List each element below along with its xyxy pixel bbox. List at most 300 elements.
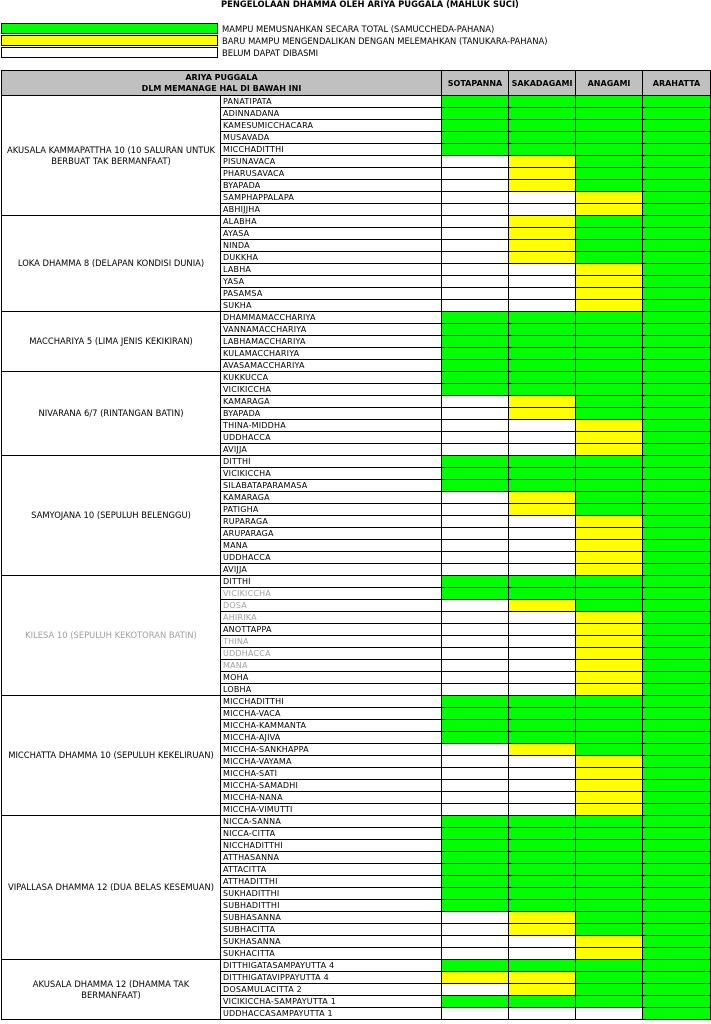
status-cell-sotapanna <box>442 768 509 780</box>
item-label: MANA <box>221 540 442 552</box>
status-cell-sakadagami <box>509 432 576 444</box>
status-cell-sotapanna <box>442 384 509 396</box>
item-label: SUBHADITTHI <box>221 900 442 912</box>
status-cell-sotapanna <box>442 696 509 708</box>
status-cell-anagami <box>576 456 643 468</box>
status-cell-sakadagami <box>509 552 576 564</box>
status-cell-sakadagami <box>509 648 576 660</box>
status-cell-anagami <box>576 648 643 660</box>
table-row <box>2 960 711 972</box>
item-label: ATTHADITTHI <box>221 876 442 888</box>
status-cell-sotapanna <box>442 516 509 528</box>
status-cell-anagami <box>576 492 643 504</box>
status-cell-anagami <box>576 312 643 324</box>
status-cell-sotapanna <box>442 120 509 132</box>
status-cell-sotapanna <box>442 108 509 120</box>
status-cell-sotapanna <box>442 612 509 624</box>
status-cell-sakadagami <box>509 492 576 504</box>
status-cell-anagami <box>576 204 643 216</box>
status-cell-sotapanna <box>442 708 509 720</box>
status-cell-anagami <box>576 156 643 168</box>
header-line-2: DLM MEMANAGE HAL DI BAWAH INI <box>141 84 302 93</box>
status-cell-sotapanna <box>442 204 509 216</box>
item-label: ALABHA <box>221 216 442 228</box>
item-label: LOBHA <box>221 684 442 696</box>
header-sakadagami: SAKADAGAMI <box>509 71 576 96</box>
item-label: MANA <box>221 660 442 672</box>
item-label: NINDA <box>221 240 442 252</box>
status-cell-arahatta <box>643 312 711 324</box>
item-label: PISUNAVACA <box>221 156 442 168</box>
status-cell-sakadagami <box>509 204 576 216</box>
status-cell-anagami <box>576 360 643 372</box>
status-cell-anagami <box>576 852 643 864</box>
status-cell-sakadagami <box>509 804 576 816</box>
status-cell-sotapanna <box>442 132 509 144</box>
table-row <box>2 312 711 324</box>
status-cell-sotapanna <box>442 348 509 360</box>
item-label: ATTACITTA <box>221 864 442 876</box>
item-label: VICIKICCHA <box>221 468 442 480</box>
status-cell-sotapanna <box>442 744 509 756</box>
status-cell-sotapanna <box>442 1008 509 1020</box>
item-label: UDDHACCA <box>221 432 442 444</box>
group-label: SAMYOJANA 10 (SEPULUH BELENGGU) <box>2 456 221 576</box>
status-cell-sotapanna <box>442 888 509 900</box>
status-cell-anagami <box>576 840 643 852</box>
status-cell-sotapanna <box>442 312 509 324</box>
status-cell-arahatta <box>643 792 711 804</box>
status-cell-arahatta <box>643 456 711 468</box>
status-cell-sotapanna <box>442 300 509 312</box>
status-cell-sotapanna <box>442 228 509 240</box>
item-label: PASAMSA <box>221 288 442 300</box>
status-cell-sakadagami <box>509 540 576 552</box>
status-cell-anagami <box>576 624 643 636</box>
status-cell-arahatta <box>643 768 711 780</box>
status-cell-sakadagami <box>509 888 576 900</box>
status-cell-arahatta <box>643 984 711 996</box>
status-cell-sotapanna <box>442 780 509 792</box>
legend-row-not-yet <box>1 47 711 59</box>
status-cell-arahatta <box>643 324 711 336</box>
item-label: SUKHACITTA <box>221 948 442 960</box>
status-cell-arahatta <box>643 288 711 300</box>
status-cell-arahatta <box>643 648 711 660</box>
item-label: KAMESUMICCHACARA <box>221 120 442 132</box>
status-cell-sotapanna <box>442 216 509 228</box>
item-label: LABHAMACCHARIYA <box>221 336 442 348</box>
status-cell-sakadagami <box>509 588 576 600</box>
status-cell-sakadagami <box>509 864 576 876</box>
status-cell-sotapanna <box>442 288 509 300</box>
header-anagami: ANAGAMI <box>576 71 643 96</box>
status-cell-arahatta <box>643 432 711 444</box>
status-cell-arahatta <box>643 900 711 912</box>
status-cell-sakadagami <box>509 108 576 120</box>
status-cell-sakadagami <box>509 420 576 432</box>
status-cell-arahatta <box>643 564 711 576</box>
status-cell-sotapanna <box>442 792 509 804</box>
status-cell-anagami <box>576 792 643 804</box>
status-cell-arahatta <box>643 372 711 384</box>
status-cell-sakadagami <box>509 876 576 888</box>
status-cell-anagami <box>576 564 643 576</box>
status-cell-anagami <box>576 324 643 336</box>
status-cell-sotapanna <box>442 924 509 936</box>
item-label: NICCHADITTHI <box>221 840 442 852</box>
legend-row-total <box>1 23 711 35</box>
status-cell-sakadagami <box>509 972 576 984</box>
status-cell-anagami <box>576 288 643 300</box>
status-cell-arahatta <box>643 864 711 876</box>
item-label: AYASA <box>221 228 442 240</box>
status-cell-anagami <box>576 420 643 432</box>
status-cell-sotapanna <box>442 564 509 576</box>
status-cell-arahatta <box>643 888 711 900</box>
status-cell-sotapanna <box>442 864 509 876</box>
status-cell-sakadagami <box>509 324 576 336</box>
status-cell-sakadagami <box>509 948 576 960</box>
status-cell-sotapanna <box>442 264 509 276</box>
header-ariya-puggala <box>2 71 442 96</box>
status-cell-sotapanna <box>442 600 509 612</box>
status-cell-arahatta <box>643 624 711 636</box>
item-label: THINA <box>221 636 442 648</box>
status-cell-arahatta <box>643 396 711 408</box>
status-cell-anagami <box>576 528 643 540</box>
status-cell-sakadagami <box>509 744 576 756</box>
status-cell-sakadagami <box>509 372 576 384</box>
legend-swatch-yellow <box>1 35 218 46</box>
status-cell-sakadagami <box>509 264 576 276</box>
status-cell-anagami <box>576 996 643 1008</box>
status-cell-sakadagami <box>509 276 576 288</box>
status-cell-arahatta <box>643 504 711 516</box>
status-cell-sotapanna <box>442 96 509 108</box>
status-cell-sakadagami <box>509 120 576 132</box>
item-label: MICCHA-SAMADHI <box>221 780 442 792</box>
status-cell-sakadagami <box>509 180 576 192</box>
status-cell-sotapanna <box>442 900 509 912</box>
status-cell-sakadagami <box>509 528 576 540</box>
status-cell-sotapanna <box>442 624 509 636</box>
status-cell-sotapanna <box>442 372 509 384</box>
item-label: MICCHADITTHI <box>221 696 442 708</box>
status-cell-arahatta <box>643 384 711 396</box>
status-cell-anagami <box>576 744 643 756</box>
status-cell-sakadagami <box>509 504 576 516</box>
status-cell-sotapanna <box>442 804 509 816</box>
status-cell-anagami <box>576 816 643 828</box>
item-label: VICIKICCHA <box>221 588 442 600</box>
status-cell-sakadagami <box>509 96 576 108</box>
item-label: ARUPARAGA <box>221 528 442 540</box>
item-label: PHARUSAVACA <box>221 168 442 180</box>
item-label: AVIJJA <box>221 444 442 456</box>
status-cell-sotapanna <box>442 336 509 348</box>
status-cell-arahatta <box>643 996 711 1008</box>
status-cell-sotapanna <box>442 552 509 564</box>
status-cell-sakadagami <box>509 480 576 492</box>
status-cell-anagami <box>576 384 643 396</box>
item-label: UDDHACCA <box>221 552 442 564</box>
status-cell-sotapanna <box>442 192 509 204</box>
status-cell-anagami <box>576 396 643 408</box>
status-cell-anagami <box>576 348 643 360</box>
status-cell-sotapanna <box>442 732 509 744</box>
status-cell-anagami <box>576 240 643 252</box>
status-cell-arahatta <box>643 876 711 888</box>
status-cell-sakadagami <box>509 408 576 420</box>
status-cell-arahatta <box>643 408 711 420</box>
status-cell-anagami <box>576 900 643 912</box>
status-cell-sotapanna <box>442 996 509 1008</box>
status-cell-anagami <box>576 888 643 900</box>
status-cell-arahatta <box>643 360 711 372</box>
status-cell-anagami <box>576 780 643 792</box>
status-cell-anagami <box>576 1008 643 1020</box>
status-cell-anagami <box>576 636 643 648</box>
status-cell-arahatta <box>643 468 711 480</box>
table-row <box>2 816 711 828</box>
item-label: ADINNADANA <box>221 108 442 120</box>
status-cell-arahatta <box>643 672 711 684</box>
item-label: SUKHASANNA <box>221 936 442 948</box>
status-cell-sotapanna <box>442 492 509 504</box>
status-cell-anagami <box>576 504 643 516</box>
status-cell-arahatta <box>643 840 711 852</box>
table-row <box>2 456 711 468</box>
status-cell-anagami <box>576 216 643 228</box>
status-cell-arahatta <box>643 780 711 792</box>
status-cell-sakadagami <box>509 720 576 732</box>
dhamma-table <box>1 70 711 1020</box>
status-cell-arahatta <box>643 420 711 432</box>
status-cell-sakadagami <box>509 144 576 156</box>
status-cell-anagami <box>576 864 643 876</box>
item-label: DUKKHA <box>221 252 442 264</box>
group-label: MACCHARIYA 5 (LIMA JENIS KEKIKIRAN) <box>2 312 221 372</box>
status-cell-arahatta <box>643 960 711 972</box>
status-cell-arahatta <box>643 444 711 456</box>
item-label: RUPARAGA <box>221 516 442 528</box>
group-label: MICCHATTA DHAMMA 10 (SEPULUH KEKELIRUAN) <box>2 696 221 816</box>
status-cell-arahatta <box>643 264 711 276</box>
status-cell-arahatta <box>643 684 711 696</box>
status-cell-sotapanna <box>442 588 509 600</box>
status-cell-anagami <box>576 912 643 924</box>
item-label: UDDHACCASAMPAYUTTA 1 <box>221 1008 442 1020</box>
status-cell-anagami <box>576 876 643 888</box>
status-cell-sakadagami <box>509 996 576 1008</box>
item-label: MICCHA-AJIVA <box>221 732 442 744</box>
header-line-1: ARIYA PUGGALA <box>185 73 258 82</box>
status-cell-anagami <box>576 120 643 132</box>
status-cell-anagami <box>576 924 643 936</box>
status-cell-arahatta <box>643 276 711 288</box>
status-cell-sotapanna <box>442 936 509 948</box>
status-cell-sotapanna <box>442 456 509 468</box>
item-label: AVIJJA <box>221 564 442 576</box>
status-cell-anagami <box>576 960 643 972</box>
status-cell-sotapanna <box>442 720 509 732</box>
status-cell-sotapanna <box>442 396 509 408</box>
status-cell-arahatta <box>643 192 711 204</box>
item-label: SUKHA <box>221 300 442 312</box>
status-cell-arahatta <box>643 108 711 120</box>
item-label: DOSA <box>221 600 442 612</box>
status-cell-sakadagami <box>509 816 576 828</box>
status-cell-arahatta <box>643 936 711 948</box>
status-cell-sakadagami <box>509 312 576 324</box>
item-label: UDDHACCA <box>221 648 442 660</box>
status-cell-sakadagami <box>509 936 576 948</box>
status-cell-sotapanna <box>442 276 509 288</box>
item-label: MICCHA-VIMUTTI <box>221 804 442 816</box>
status-cell-sotapanna <box>442 576 509 588</box>
item-label: MICCHA-SANKHAPPA <box>221 744 442 756</box>
group-label: KILESA 10 (SEPULUH KEKOTORAN BATIN) <box>2 576 221 696</box>
status-cell-anagami <box>576 936 643 948</box>
status-cell-arahatta <box>643 972 711 984</box>
status-cell-sakadagami <box>509 444 576 456</box>
legend-label-total: MAMPU MEMUSNAHKAN SECARA TOTAL (SAMUCCHEDA-PAHANA) <box>222 24 495 34</box>
item-label: SUKHADITTHI <box>221 888 442 900</box>
status-cell-anagami <box>576 228 643 240</box>
table-row <box>2 96 711 108</box>
item-label: KAMARAGA <box>221 492 442 504</box>
status-cell-sakadagami <box>509 300 576 312</box>
status-cell-anagami <box>576 432 643 444</box>
status-cell-arahatta <box>643 144 711 156</box>
status-cell-anagami <box>576 444 643 456</box>
legend-label-weaken: BARU MAMPU MENGENDALIKAN DENGAN MELEMAHKAN (TANUKARA-PAHANA) <box>222 36 548 46</box>
table-row <box>2 372 711 384</box>
status-cell-arahatta <box>643 228 711 240</box>
status-cell-arahatta <box>643 804 711 816</box>
status-cell-sakadagami <box>509 336 576 348</box>
item-label: DITTHIGATASAMPAYUTTA 4 <box>221 960 442 972</box>
status-cell-arahatta <box>643 240 711 252</box>
status-cell-anagami <box>576 720 643 732</box>
status-cell-arahatta <box>643 348 711 360</box>
status-cell-sotapanna <box>442 360 509 372</box>
status-cell-sotapanna <box>442 984 509 996</box>
status-cell-arahatta <box>643 732 711 744</box>
status-cell-arahatta <box>643 516 711 528</box>
item-label: BYAPADA <box>221 408 442 420</box>
status-cell-sotapanna <box>442 480 509 492</box>
status-cell-sakadagami <box>509 792 576 804</box>
status-cell-anagami <box>576 468 643 480</box>
status-cell-sotapanna <box>442 636 509 648</box>
status-cell-sakadagami <box>509 684 576 696</box>
item-label: MOHA <box>221 672 442 684</box>
status-cell-anagami <box>576 756 643 768</box>
status-cell-arahatta <box>643 540 711 552</box>
item-label: ABHIJJHA <box>221 204 442 216</box>
status-cell-sotapanna <box>442 912 509 924</box>
item-label: ATTHASANNA <box>221 852 442 864</box>
status-cell-arahatta <box>643 156 711 168</box>
status-cell-sakadagami <box>509 360 576 372</box>
status-cell-sotapanna <box>442 960 509 972</box>
status-cell-arahatta <box>643 576 711 588</box>
table-row <box>2 216 711 228</box>
status-cell-sakadagami <box>509 576 576 588</box>
status-cell-arahatta <box>643 948 711 960</box>
status-cell-sakadagami <box>509 708 576 720</box>
status-cell-arahatta <box>643 660 711 672</box>
status-cell-sakadagami <box>509 984 576 996</box>
item-label: MICCHA-VAYAMA <box>221 756 442 768</box>
status-cell-sakadagami <box>509 564 576 576</box>
status-cell-arahatta <box>643 756 711 768</box>
item-label: MICCHA-KAMMANTA <box>221 720 442 732</box>
status-cell-sakadagami <box>509 960 576 972</box>
item-label: PATIGHA <box>221 504 442 516</box>
status-cell-sakadagami <box>509 840 576 852</box>
item-label: DOSAMULACITTA 2 <box>221 984 442 996</box>
status-cell-anagami <box>576 180 643 192</box>
status-cell-sotapanna <box>442 432 509 444</box>
status-cell-arahatta <box>643 168 711 180</box>
status-cell-anagami <box>576 828 643 840</box>
status-cell-anagami <box>576 192 643 204</box>
legend-label-not-yet: BELUM DAPAT DIBASMI <box>222 48 319 58</box>
status-cell-sakadagami <box>509 612 576 624</box>
status-cell-anagami <box>576 264 643 276</box>
status-cell-sotapanna <box>442 816 509 828</box>
status-cell-sotapanna <box>442 252 509 264</box>
status-cell-arahatta <box>643 252 711 264</box>
item-label: SAMPHAPPALAPA <box>221 192 442 204</box>
status-cell-anagami <box>576 696 643 708</box>
item-label: SILABATAPARAMASA <box>221 480 442 492</box>
status-cell-arahatta <box>643 852 711 864</box>
item-label: MICCHA-VACA <box>221 708 442 720</box>
item-label: MICCHADITTHI <box>221 144 442 156</box>
status-cell-sotapanna <box>442 840 509 852</box>
item-label: KUKKUCCA <box>221 372 442 384</box>
table-body <box>2 96 711 1020</box>
status-cell-sakadagami <box>509 852 576 864</box>
status-cell-arahatta <box>643 480 711 492</box>
status-cell-anagami <box>576 252 643 264</box>
status-cell-arahatta <box>643 96 711 108</box>
status-cell-anagami <box>576 300 643 312</box>
status-cell-sakadagami <box>509 384 576 396</box>
item-label: DHAMMAMACCHARIYA <box>221 312 442 324</box>
legend-swatch-green <box>1 23 218 34</box>
group-label: AKUSALA DHAMMA 12 (DHAMMA TAK BERMANFAAT) <box>2 960 221 1020</box>
legend-swatch-white <box>1 47 218 58</box>
status-cell-sotapanna <box>442 468 509 480</box>
status-cell-arahatta <box>643 120 711 132</box>
status-cell-anagami <box>576 804 643 816</box>
status-cell-anagami <box>576 600 643 612</box>
status-cell-sakadagami <box>509 396 576 408</box>
status-cell-sakadagami <box>509 696 576 708</box>
item-label: SUBHACITTA <box>221 924 442 936</box>
status-cell-arahatta <box>643 924 711 936</box>
status-cell-sotapanna <box>442 672 509 684</box>
status-cell-anagami <box>576 984 643 996</box>
item-label: DITTHI <box>221 576 442 588</box>
status-cell-arahatta <box>643 300 711 312</box>
status-cell-anagami <box>576 576 643 588</box>
